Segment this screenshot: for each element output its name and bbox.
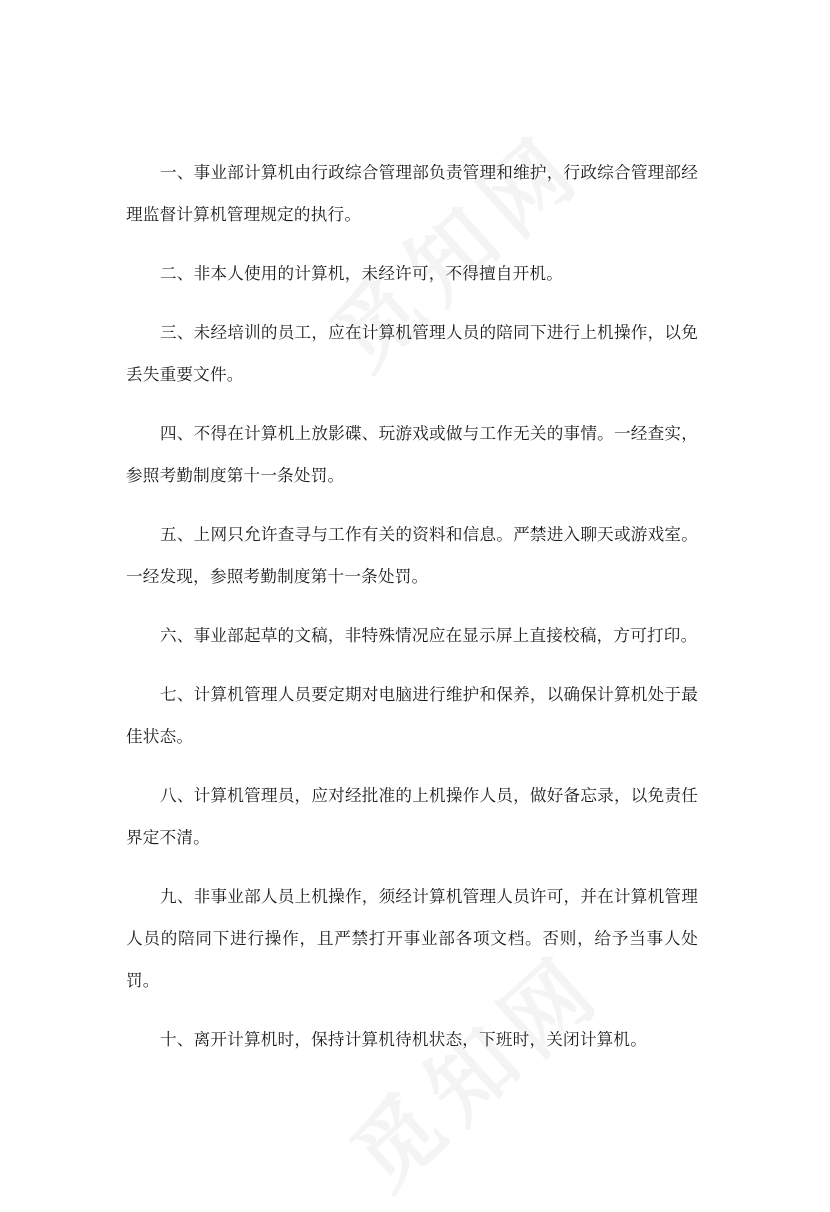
rule-paragraph-8: 八、计算机管理员，应对经批准的上机操作人员，做好备忘录，以免责任界定不清。 [126,786,698,847]
rule-paragraph-9: 九、非事业部人员上机操作，须经计算机管理人员许可，并在计算机管理人员的陪同下进行操作，且严禁打开事业部各项文档。否则，给予当事人处罚。 [126,887,698,990]
document-body [126,152,698,1078]
rule-paragraph-3: 三、未经培训的员工，应在计算机管理人员的陪同下进行上机操作，以免丢失重要文件。 [126,323,698,384]
rule-paragraph-7: 七、计算机管理人员要定期对电脑进行维护和保养，以确保计算机处于最佳状态。 [126,685,698,746]
rule-paragraph-10: 十、离开计算机时，保持计算机待机状态，下班时，关闭计算机。 [160,1030,648,1049]
rule-paragraph-4: 四、不得在计算机上放影碟、玩游戏或做与工作无关的事情。一经查实，参照考勤制度第十一条处罚。 [126,424,698,485]
rule-paragraph-5: 五、上网只允许查寻与工作有关的资料和信息。严禁进入聊天或游戏室。一经发现，参照考勤制度第十一条处罚。 [126,525,698,586]
rule-paragraph-2: 二、非本人使用的计算机，未经许可，不得擅自开机。 [160,264,564,283]
rule-paragraph-6: 六、事业部起草的文稿，非特殊情况应在显示屏上直接校稿，方可打印。 [160,626,698,645]
rule-paragraph-1: 一、事业部计算机由行政综合管理部负责管理和维护，行政综合管理部经理监督计算机管理规定的执行。 [126,163,698,224]
